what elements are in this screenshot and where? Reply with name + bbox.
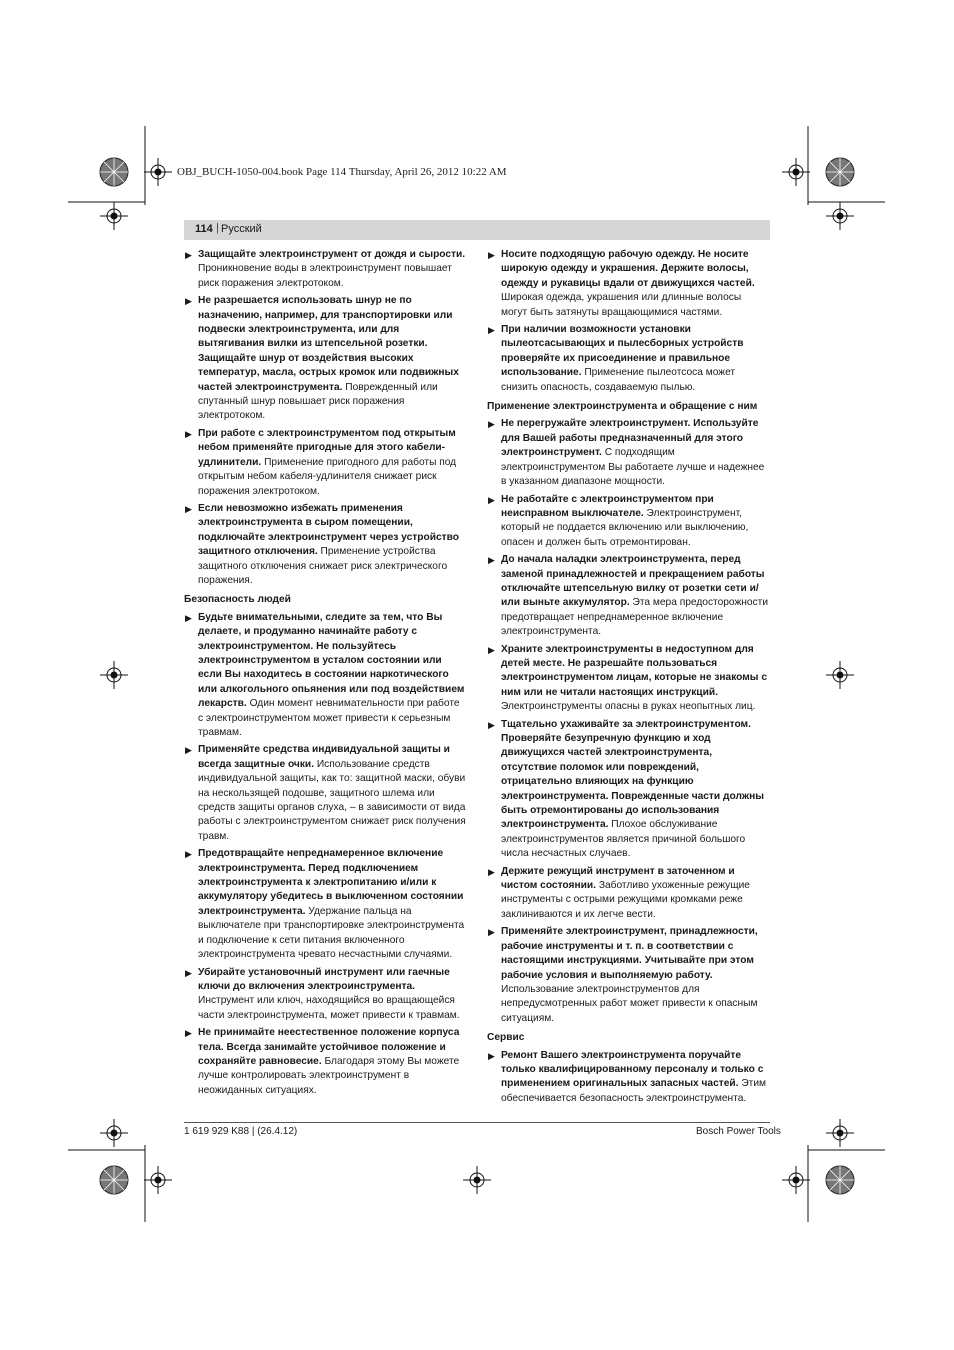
list-item-bold: Держите режущий инструмент в заточенном и чистом состоянии.: [501, 865, 735, 892]
list-item: [184, 502, 467, 588]
list-item-text: [198, 248, 467, 291]
list-item-text: [501, 417, 770, 489]
list-item: [184, 847, 467, 962]
list-item-text: [501, 643, 770, 715]
section-title: Применение электроинструмента и обращение с ним: [487, 401, 758, 413]
bullet-arrow-icon: ▶: [185, 296, 192, 307]
list-item-bold: Не разрешается использовать шнур не по назначению, например, для транспортировки или подвески электроинструмента, или для вытягивания вилки из штепсельной розетки. Защищайте шнур от воздействия высоких температур, масла, острых кромок или подвижных частей электроинструмента.: [198, 295, 459, 393]
list-item-bold: Защищайте электроинструмент от дождя и сырости.: [198, 249, 466, 260]
bullet-arrow-icon: ▶: [185, 849, 192, 860]
list-item: [184, 427, 467, 499]
list-item: [487, 248, 770, 320]
list-item-normal: Применение устройства защитного отключения снижает риск электрического поражения.: [198, 546, 448, 586]
list-item-bold: При наличии возможности установки пылеотсасывающих и пылесборных устройств проверяйте их присоединение и правильное использование.: [501, 324, 744, 379]
list-item: [487, 925, 770, 1026]
crosshair-icon: [100, 661, 128, 689]
section-title: Безопасность людей: [184, 594, 291, 606]
list-group: [487, 1049, 770, 1107]
page-number: 114: [195, 223, 213, 235]
list-item-normal: Применение пригодного для работы под открытым небом кабеля-удлинителя снижает риск поражения электротоком.: [198, 456, 457, 497]
list-item-normal: Удержание пальца на выключателе при транспортировке электроинструмента и подключение к сети питания включенного электроинструмента чревато несчастными случаями.: [198, 905, 465, 961]
list-group: [487, 417, 770, 1026]
bullet-arrow-icon: ▶: [488, 719, 495, 730]
list-item-text: [501, 865, 770, 923]
header-language: Русский: [221, 223, 262, 235]
star-target-icon: [100, 158, 128, 186]
star-target-icon: [826, 158, 854, 186]
list-item-text: [501, 323, 770, 395]
bullet-arrow-icon: ▶: [185, 250, 192, 260]
list-item: [184, 966, 467, 1024]
list-item-text: [501, 493, 770, 551]
list-item-bold: Предотвращайте непреднамеренное включение электроинструмента. Перед подключением электроинструмента к электропитанию и/или к аккумулятору убедитесь в выключенном состоянии электроинструмента.: [198, 848, 464, 917]
list-item-normal: С подходящим электроинструментом Вы работаете лучше и надежнее в указанном диапазоне мощности.: [501, 447, 765, 488]
bullet-arrow-icon: ▶: [488, 494, 495, 505]
list-item: [487, 643, 770, 715]
list-item-text: [501, 1049, 770, 1107]
list-item-normal: Инструмент или ключ, находящийся во вращающейся части электроинструмента, может привести к травмам.: [198, 995, 460, 1021]
footer-brand: Bosch Power Tools: [696, 1126, 781, 1137]
crosshair-icon: [826, 202, 854, 230]
list-item-normal: Плохое обслуживание электроинструментов является причиной большого числа несчастных случаев.: [501, 819, 746, 860]
list-item-bold: Не перегружайте электроинструмент. Используйте для Вашей работы предназначенный для этого электроинструмент.: [501, 418, 759, 459]
list-item-text: [198, 966, 467, 1024]
book-info-line: OBJ_BUCH-1050-004.book Page 114 Thursday, April 26, 2012 10:22 AM: [177, 166, 507, 178]
list-item-normal: Поврежденный или спутанный шнур повышает риск поражения электротоком.: [198, 381, 438, 422]
star-target-icon: [100, 1166, 128, 1194]
right-column: [487, 248, 770, 1109]
list-item-bold: При работе с электроинструментом под открытым небом применяйте пригодные для этого кабели-удлинители.: [198, 427, 456, 468]
list-item-text: [198, 1026, 467, 1098]
list-item-normal: Этим обеспечивается безопасность электроинструмента.: [501, 1078, 767, 1104]
list-item-normal: Электроинструмент, который не поддается включению или выключению, опасен и должен быть отремонтирован.: [501, 507, 749, 548]
left-column: [184, 248, 467, 1101]
bullet-arrow-icon: ▶: [488, 927, 495, 938]
list-item-normal: Электроинструменты опасны в руках неопытных лиц.: [501, 701, 756, 713]
list-item-bold: Не принимайте неестественное положение корпуса тела. Всегда занимайте устойчивое положение и сохраняйте равновесие.: [198, 1027, 460, 1067]
list-item-text: [198, 294, 467, 424]
list-item: [487, 718, 770, 862]
bullet-arrow-icon: ▶: [488, 419, 495, 430]
list-item-bold: Ремонт Вашего электроинструмента поручайте только квалифицированному персоналу и только с применением оригинальных запасных частей.: [501, 1049, 764, 1090]
list-item-bold: Храните электроинструменты в недоступном для детей месте. Не разрешайте пользоваться электроинструментом лицам, которые не знакомы с ним или не читали настоящих инструкций.: [501, 643, 767, 698]
section-title: Сервис: [487, 1032, 525, 1044]
list-item: [487, 417, 770, 489]
list-item-text: [501, 248, 770, 320]
list-item-bold: Применяйте электроинструмент, принадлежности, рабочие инструменты и т. п. в соответствии с настоящими инструкциями. Учитывайте при этом рабочие условия и выполняемую работу.: [501, 926, 758, 981]
crosshair-icon: [144, 1166, 172, 1194]
list-item-normal: Использование средств индивидуальной защиты, как то: защитной маски, обуви на нескользящей подошве, защитного шлема или средств защиты органов слуха, – в зависимости от вида работы с электроинструментом снижает риск получения травм.: [198, 758, 466, 842]
list-item-bold: Носите подходящую рабочую одежду. Не носите широкую одежду и украшения. Держите волосы, одежду и рукавицы вдали от движущихся частей.: [501, 249, 755, 289]
list-item-bold: Тщательно ухаживайте за электроинструментом. Проверяйте безупречную функцию и ход движущихся частей электроинструмента, отсутствие поломок или повреждений, отрицательно влияющих на функцию электроинструмента. Поврежденные части должны быть отремонтированы до использования электроинструмента.: [501, 718, 765, 831]
list-group: [184, 611, 467, 1098]
bullet-arrow-icon: ▶: [185, 503, 192, 514]
crosshair-icon: [100, 1119, 128, 1147]
list-group: [487, 248, 770, 395]
list-item-bold: Применяйте средства индивидуальной защиты и всегда защитные очки.: [198, 744, 450, 770]
bullet-arrow-icon: ▶: [185, 1028, 192, 1039]
list-item-normal: Благодаря этому Вы можете лучше контролировать электроинструмент в неожиданных ситуациях.: [198, 1055, 460, 1096]
crosshair-icon: [782, 158, 810, 186]
footer-doc-code: 1 619 929 K88 | (26.4.12): [184, 1126, 298, 1137]
star-target-icon: [826, 1166, 854, 1194]
list-item: [487, 493, 770, 551]
list-item: [487, 553, 770, 639]
list-item: [487, 865, 770, 923]
crosshair-icon: [826, 1119, 854, 1147]
list-item-bold: Если невозможно избежать применения электроинструмента в сыром помещении, подключайте электроинструмент через устройство защитного отключения.: [198, 502, 459, 558]
list-item-normal: Эта мера предосторожности предотвращает непреднамеренное включение электроинструмента.: [501, 597, 769, 638]
bullet-arrow-icon: ▶: [488, 555, 495, 566]
footer-rule: [184, 1122, 770, 1123]
header-separator: |: [216, 222, 219, 234]
crosshair-icon: [463, 1166, 491, 1194]
list-item-normal: Использование электроинструментов для непредусмотренных работ может привести к опасным ситуациям.: [501, 983, 758, 1024]
list-item-normal: Один момент невнимательности при работе с электроинструментом может привести к серьезным травмам.: [198, 698, 460, 738]
list-item-text: [501, 925, 770, 1026]
list-group: [184, 248, 467, 588]
list-item: [184, 294, 467, 424]
bullet-arrow-icon: ▶: [185, 428, 192, 439]
list-item: [184, 611, 467, 741]
list-item-bold: Не работайте с электроинструментом при неисправном выключателе.: [501, 493, 714, 519]
bullet-arrow-icon: ▶: [488, 325, 495, 336]
list-item-text: [198, 847, 467, 962]
bullet-arrow-icon: ▶: [488, 644, 495, 655]
bullet-arrow-icon: ▶: [185, 612, 192, 623]
bullet-arrow-icon: ▶: [488, 866, 495, 877]
list-item-bold: Убирайте установочный инструмент или гаечные ключи до включения электроинструмента.: [198, 966, 450, 992]
bullet-arrow-icon: ▶: [185, 745, 192, 756]
crosshair-icon: [144, 158, 172, 186]
list-item: [184, 1026, 467, 1098]
list-item-text: [198, 427, 467, 499]
crosshair-icon: [100, 202, 128, 230]
crosshair-icon: [826, 661, 854, 689]
list-item-normal: Применение пылеотсоса может снизить опасность, создаваемую пылью.: [501, 367, 736, 393]
list-item-text: [501, 553, 770, 639]
list-item-text: [198, 502, 467, 588]
list-item: [487, 323, 770, 395]
list-item: [184, 743, 467, 844]
list-item-normal: Заботливо ухоженные режущие инструменты с острыми режущими кромками реже заклиниваются и их легче вести.: [501, 880, 750, 920]
list-item-text: [198, 743, 467, 844]
bullet-arrow-icon: ▶: [488, 1050, 495, 1061]
list-item-bold: До начала наладки электроинструмента, перед заменой принадлежностей и прекращением работы отключайте штепсельную вилку от розетки сети и/или выньте аккумулятор.: [501, 554, 765, 609]
list-item-text: [198, 611, 467, 741]
list-item-bold: Будьте внимательными, следите за тем, что Вы делаете, и продуманно начинайте работу с электроинструментом. Не пользуйтесь электроинструментом в усталом состоянии или если Вы находитесь в состоянии наркотического или алкогольного опьянения или под воздействием лекарств.: [198, 611, 465, 710]
list-item-text: [501, 718, 770, 862]
list-item: [184, 248, 467, 291]
list-item-normal: Проникновение воды в электроинструмент повышает риск поражения электротоком.: [198, 263, 452, 289]
page-header: [184, 220, 770, 240]
list-item-normal: Широкая одежда, украшения или длинные волосы могут быть затянуты вращающимися частями.: [501, 292, 742, 318]
crosshair-icon: [782, 1166, 810, 1194]
bullet-arrow-icon: ▶: [185, 967, 192, 978]
bullet-arrow-icon: ▶: [488, 250, 495, 260]
list-item: [487, 1049, 770, 1107]
